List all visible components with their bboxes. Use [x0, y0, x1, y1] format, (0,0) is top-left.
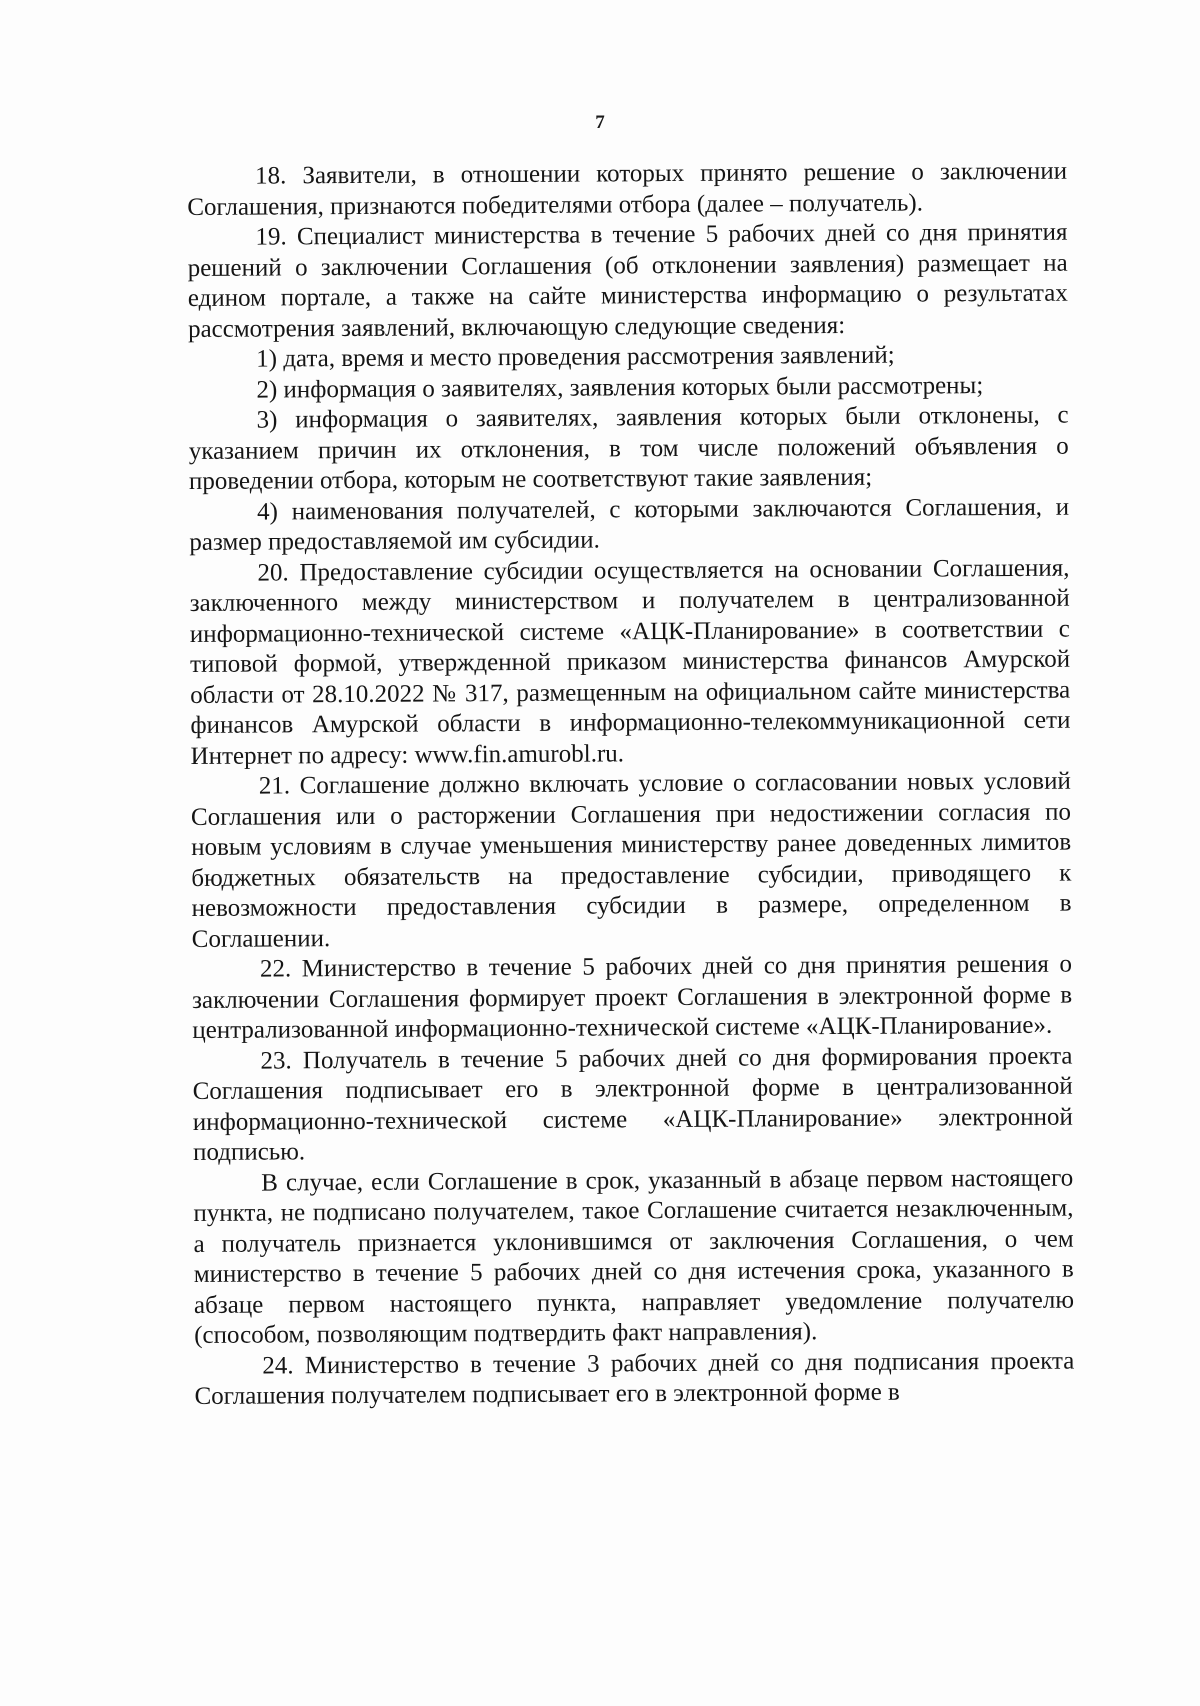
paragraph-19: 19. Специалист министерства в течение 5 рабочих дней со дня принятия решений о заключении Соглашения (об отклонении заявления) размещает на едином портале, а также на сайте министерства информацию о результатах рассмотрения заявлений, включающую следующие сведения:	[187, 218, 1068, 343]
paragraph-18: 18. Заявители, в отношении которых принято решение о заключении Соглашения, признаются победителями отбора (далее – получатель).	[187, 157, 1068, 221]
paragraph-23: 23. Получатель в течение 5 рабочих дней со дня формирования проекта Соглашения подписывает его в электронной форме в централизованной информационно-технической системе «АЦК-Планирование» электронной подписью.	[192, 1042, 1073, 1166]
paragraph-19-item-4: 4) наименования получателей, с которыми заключаются Соглашения, и размер предоставляемой им субсидии.	[189, 493, 1070, 556]
paragraph-23-case: В случае, если Соглашение в срок, указанный в абзаце первом настоящего пункта, не подписано получателем, такое Соглашение считается незаключенным, а получатель признается уклонившимся от заключения Соглашения, о чем министерство в течение 5 рабочих дней со дня истечения срока, указанного в абзаце первом настоящего пункта, направляет уведомление получателю (способом, позволяющим подтвердить факт направления).	[193, 1164, 1075, 1349]
page-number: 7	[595, 112, 605, 133]
paragraph-19-item-3: 3) информация о заявителях, заявления которых были отклонены, с указанием причин их отклонения, в том числе положений объявления о проведении отбора, которым не соответствуют такие заявления;	[188, 401, 1069, 495]
paragraph-24: 24. Министерство в течение 3 рабочих дней со дня подписания проекта Соглашения получателем подписывает его в электронной форме в	[194, 1347, 1075, 1410]
paragraph-20: 20. Предоставление субсидии осуществляется на основании Соглашения, заключенного между министерством и получателем в централизованной информационно-технической системе «АЦК-Планирование» в соответствии с типовой формой, утвержденной приказом министерства финансов Амурской области от 28.10.2022 № 317, размещенным на официальном сайте министерства финансов Амурской области в информационно-телекоммуникационной сети Интернет по адресу: www.fin.amurobl.ru.	[189, 554, 1071, 770]
paragraph-19-item-2: 2) информация о заявителях, заявления которых были рассмотрены;	[256, 371, 984, 404]
document-body	[187, 157, 1075, 1413]
paragraph-19-item-1: 1) дата, время и место проведения рассмотрения заявлений;	[256, 341, 895, 373]
paragraph-21: 21. Соглашение должно включать условие о согласовании новых условий Соглашения или о расторжении Соглашения при недостижении согласия по новым условиям в случае уменьшения министерству ранее доведенных лимитов бюджетных обязательств на предоставление субсидии, приводящего к невозможности предоставления субсидии в размере, определенном в Соглашении.	[190, 767, 1072, 953]
paragraph-22: 22. Министерство в течение 5 рабочих дней со дня принятия решения о заключении Соглашения формирует проект Соглашения в электронной форме в централизованной информационно-технической системе «АЦК-Планирование».	[192, 950, 1073, 1044]
